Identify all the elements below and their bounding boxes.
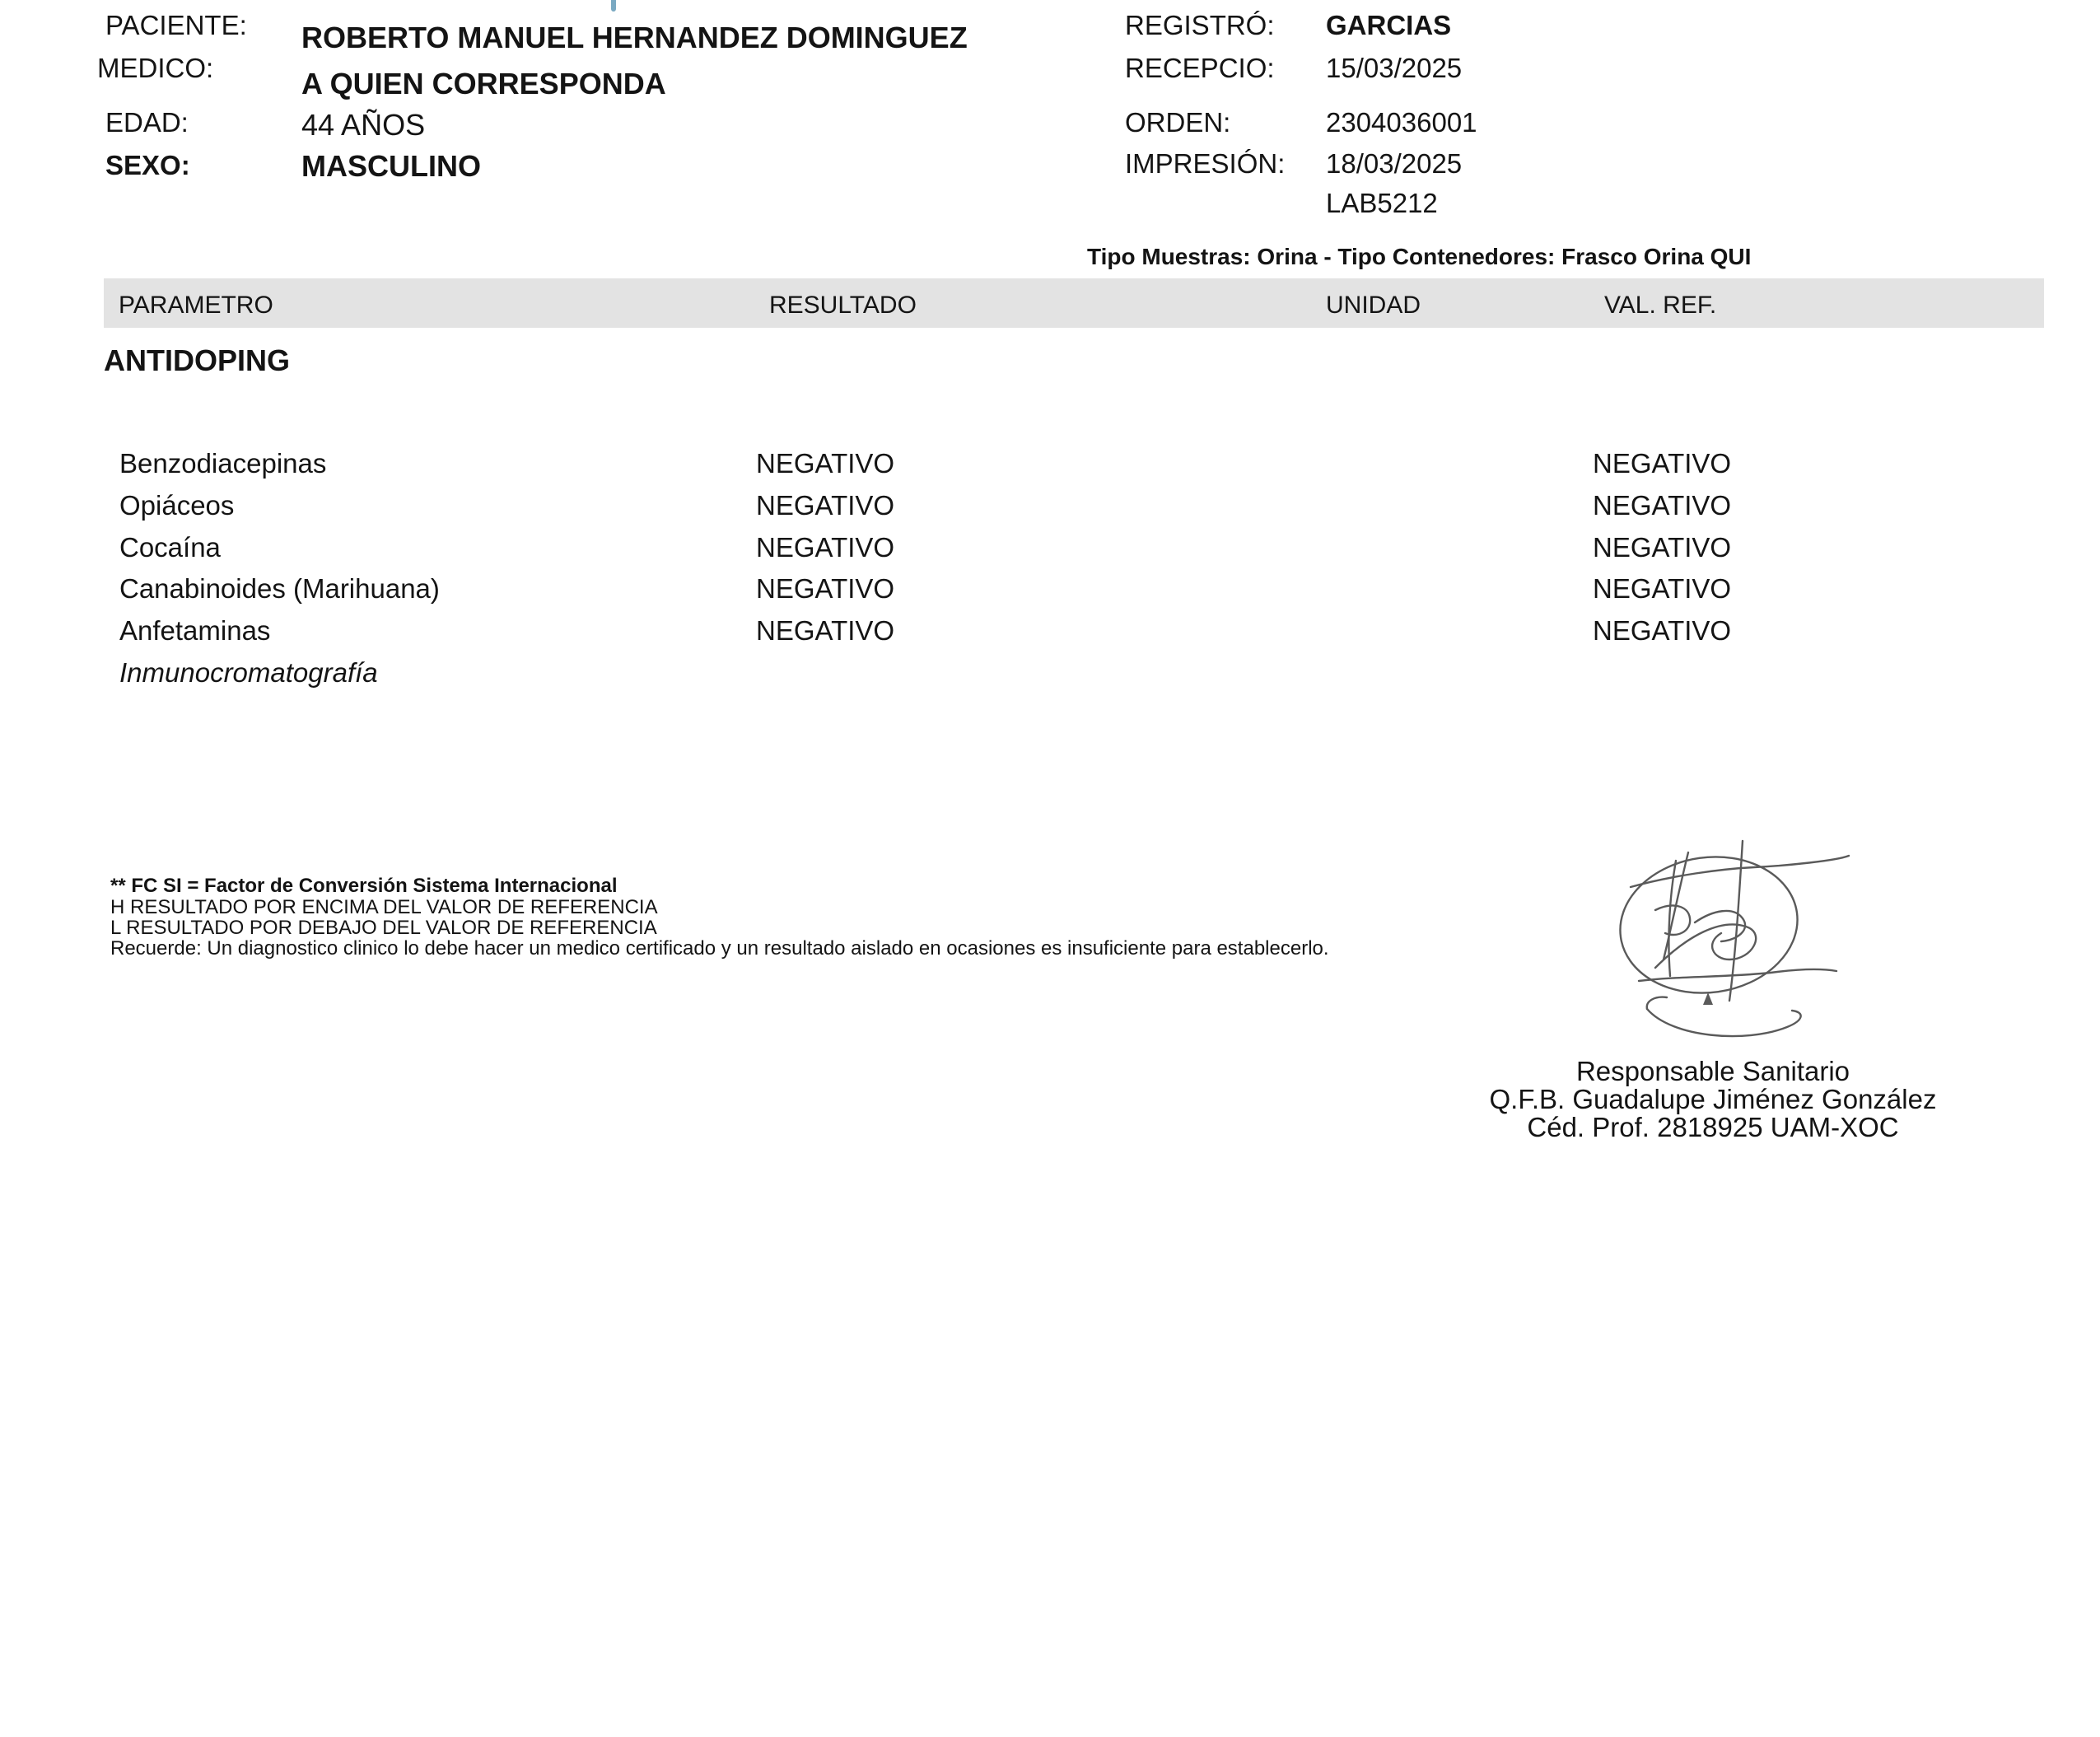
lab-code: LAB5212 [1326, 188, 1438, 218]
table-row [0, 617, 2100, 658]
column-val-ref: VAL. REF. [1604, 292, 1717, 319]
patient-name: ROBERTO MANUEL HERNANDEZ DOMINGUEZ [301, 21, 968, 54]
logo-fragment [611, 0, 616, 12]
row-parameter: Anfetaminas [119, 615, 271, 646]
print-date: 18/03/2025 [1326, 148, 1463, 179]
reminder-note: Recuerde: Un diagnostico clinico lo debe hacer un medico certificado y un resultado aislado en ocasiones es insuficiente para establecerlo. [110, 937, 1329, 960]
low-result-note: L RESULTADO POR DEBAJO DEL VALOR DE REFERENCIA [110, 917, 657, 939]
method-note: Inmunocromatografía [119, 657, 378, 688]
table-row [0, 534, 2100, 575]
row-parameter: Canabinoides (Marihuana) [119, 573, 440, 604]
sample-info: Tipo Muestras: Orina - Tipo Contenedores: Frasco Orina QUI [1087, 244, 1752, 269]
results-table-header [104, 278, 2044, 328]
signature-license: Céd. Prof. 2818925 UAM-XOC [1527, 1112, 1899, 1142]
order-label: ORDEN: [1125, 107, 1231, 138]
column-unidad: UNIDAD [1326, 292, 1421, 319]
row-reference: NEGATIVO [1593, 573, 1732, 604]
row-reference: NEGATIVO [1593, 615, 1732, 646]
section-title: ANTIDOPING [104, 343, 291, 377]
reception-label: RECEPCIO: [1125, 53, 1275, 83]
reception-date: 15/03/2025 [1326, 53, 1463, 83]
row-result: NEGATIVO [756, 615, 895, 646]
signature-name: Q.F.B. Guadalupe Jiménez González [1489, 1084, 1937, 1114]
table-row [0, 492, 2100, 533]
row-result: NEGATIVO [756, 490, 895, 521]
high-result-note: H RESULTADO POR ENCIMA DEL VALOR DE REFERENCIA [110, 896, 658, 918]
row-parameter: Benzodiacepinas [119, 448, 327, 479]
doctor-label: MEDICO: [97, 53, 214, 83]
row-reference: NEGATIVO [1593, 532, 1732, 563]
age-label: EDAD: [105, 107, 189, 138]
registered-by-value: GARCIAS [1326, 10, 1452, 40]
column-parametro: PARAMETRO [119, 292, 273, 319]
signature-title: Responsable Sanitario [1575, 1056, 1850, 1086]
order-number: 2304036001 [1326, 107, 1477, 138]
patient-label: PACIENTE: [105, 10, 247, 40]
doctor-name: A QUIEN CORRESPONDA [301, 67, 666, 100]
print-label: IMPRESIÓN: [1125, 148, 1286, 179]
fc-si-note: ** FC SI = Factor de Conversión Sistema Internacional [110, 875, 618, 897]
row-parameter: Cocaína [119, 532, 221, 563]
row-result: NEGATIVO [756, 448, 895, 479]
row-result: NEGATIVO [756, 573, 895, 604]
sex-label: SEXO: [105, 150, 190, 180]
table-row [0, 450, 2100, 491]
row-reference: NEGATIVO [1593, 448, 1732, 479]
table-row [0, 575, 2100, 616]
registered-by-label: REGISTRÓ: [1125, 10, 1275, 40]
row-reference: NEGATIVO [1593, 490, 1732, 521]
row-result: NEGATIVO [756, 532, 895, 563]
column-resultado: RESULTADO [769, 292, 917, 319]
row-parameter: Opiáceos [119, 490, 235, 521]
signature-image [1598, 836, 1861, 1050]
age-value: 44 AÑOS [301, 108, 426, 142]
sex-value: MASCULINO [301, 149, 481, 183]
